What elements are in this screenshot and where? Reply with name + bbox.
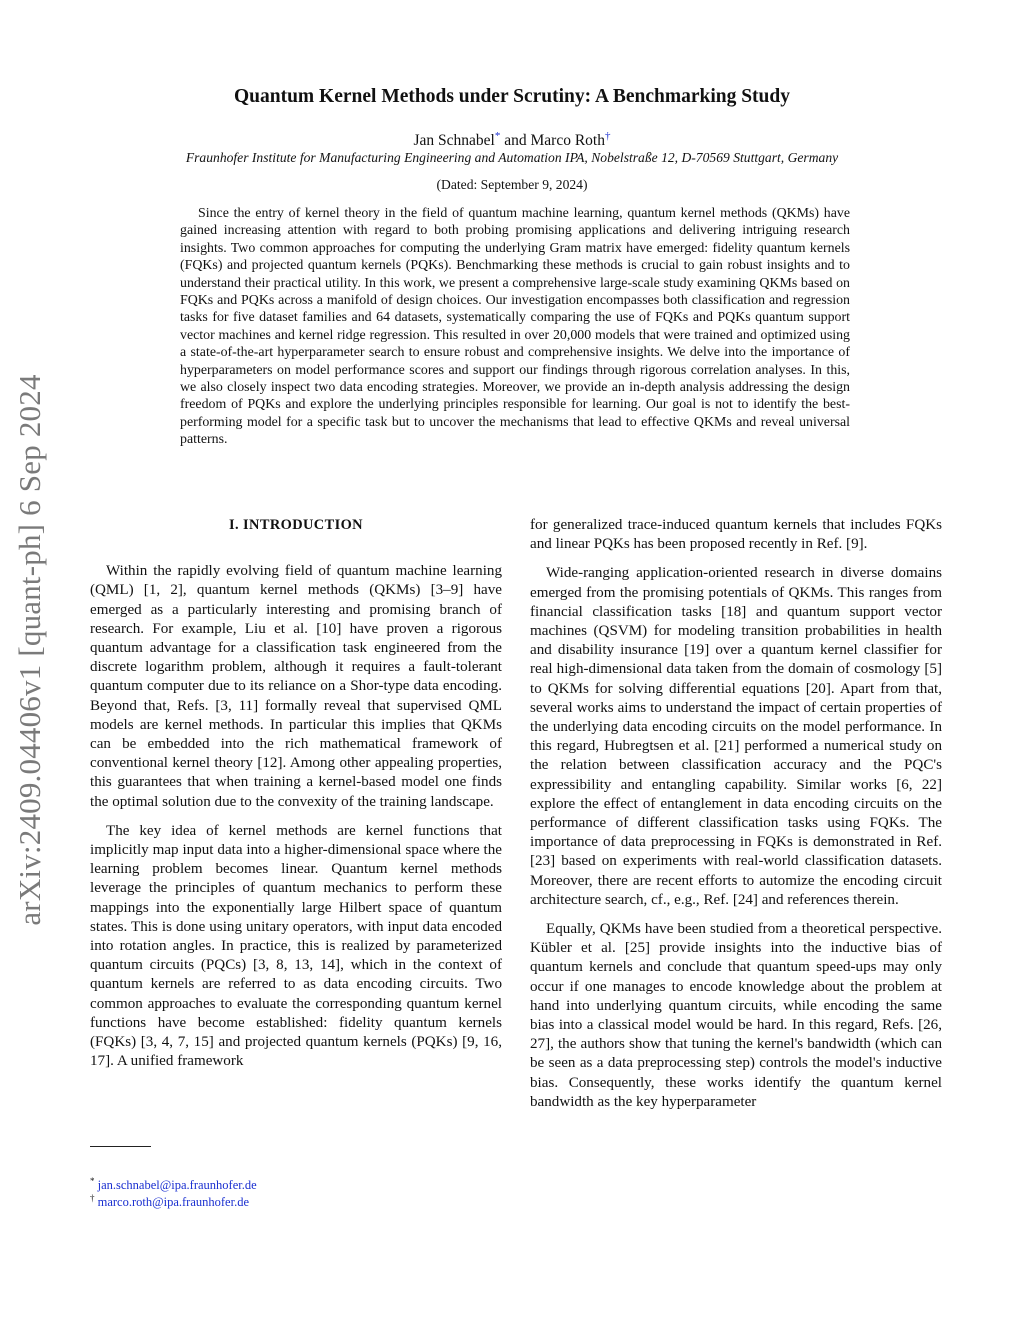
footnote-rule: [90, 1146, 151, 1147]
author-1: Jan Schnabel: [413, 132, 495, 150]
author-2-footnote-mark[interactable]: †: [604, 130, 611, 142]
right-column: [530, 516, 942, 1122]
author-separator: and: [500, 132, 531, 150]
intro-paragraph-2: The key idea of kernel methods are kernel functions that implicitly map input data into a higher-dimensional space where the learning problem becomes linear. Quantum kernel methods leverage the principles of quantum mechanics to perform these mappings into the exponentially large Hilbert space of quantum states. This is done using unitary operators, with input data encoded into rotation angles. In practice, this is realized by parameterized quantum circuits (PQCs) [3, 8, 13, 14], which in the context of quantum kernels are referred to as data encoding circuits. Two common approaches to evaluate the corresponding quantum kernel functions have become established: fidelity quantum kernels (FQKs) [3, 4, 7, 15] and projected quantum kernels (PQKs) [9, 16, 17]. A unified framework: [90, 822, 502, 1070]
abstract: Since the entry of kernel theory in the field of quantum machine learning, quantum kernel methods (QKMs) have gained increasing attention with regard to both probing promising applications and delivering intriguing research insights. Two common approaches for computing the underlying Gram matrix have emerged: fidelity quantum kernels (FQKs) and projected quantum kernels (PQKs). Benchmarking these methods is crucial to gain robust insights and to understand their practical utility. In this work, we present a comprehensive large-scale study examining QKMs based on FQKs and PQKs across a manifold of design choices. Our investigation encompasses both classification and regression tasks for five dataset families and 64 datasets, systematically comparing the use of FQKs and PQKs quantum support vector machines and kernel ridge regression. This resulted in over 20,000 models that were trained and optimized using a state-of-the-art hyperparameter search to ensure robust and comprehensive insights. We delve into the importance of hyperparameters on model performance scores and support our findings through rigorous correlation analyses. In this, we also closely inspect two data encoding strategies. Moreover, we provide an in-depth analysis addressing the design freedom of PQKs and explore the underlying principles responsible for learning. Our goal is not to identify the best-performing model for a specific task but to uncover the mechanisms that lead to effective QKMs and reveal universal patterns.: [180, 206, 850, 448]
affiliation: Fraunhofer Institute for Manufacturing Engineering and Automation IPA, Nobelstraße 12, D-70569 Stuttgart, Germany: [185, 150, 839, 165]
section-heading: I. INTRODUCTION: [229, 517, 363, 533]
footnote-2: [90, 1193, 249, 1210]
author-line: [0, 130, 1024, 150]
right-paragraph-1: for generalized trace-induced quantum kernels that includes FQKs and linear PQKs has been proposed recently in Ref. [9].: [530, 517, 942, 553]
right-paragraph-2: Wide-ranging application-oriented research in diverse domains emerged from the promising potentials of QKMs. This ranges from financial classification tasks [18] and quantum support vector machines (QSVM) for modeling transition probabilities in health and disability insurance [19] over a quantum kernel classifier for real high-dimensional data taken from the domain of cosmology [5] to QKMs for solving differential equations [20]. Apart from that, several works aims to understand the impact of certain properties of the underlying data encoding circuits on the model performance. In this regard, Hubregtsen et al. [21] performed a numerical study on the relation between classification accuracy and the PQC's expressibility and entangling capability. Similar works [6, 22] explore the effect of entanglement in data encoding circuits on the performance of different classification tasks using FQKs. The importance of data preprocessing in FQKs is demonstrated in Ref. [23] based on experiments with real-world classification datasets. Moreover, there are recent efforts to automize the encoding circuit architecture search, cf., e.g., Ref. [24] and references therein.: [530, 565, 942, 908]
arxiv-sidebar: [0, 350, 60, 950]
footnote-1-mark: *: [90, 1176, 95, 1186]
date-line: (Dated: September 9, 2024): [436, 177, 588, 192]
left-column: [90, 516, 502, 1081]
intro-paragraph-1: Within the rapidly evolving field of quantum machine learning (QML) [1, 2], quantum kernel methods (QKMs) [3–9] have emerged as a particularly interesting and promising branch of research. For example, Liu et al. [10] have proven a rigorous quantum advantage for a classification task engineered from the discrete logarithm problem, although it requires a fault-tolerant quantum computer due to its reliance on a Shor-type data encoding. Beyond that, Refs. [3, 11] formally reveal that supervised QML models are kernel methods. In particular this implies that QKMs can be embedded into the rich mathematical framework of conventional kernel theory [12]. Among other appealing properties, this guarantees that when training a kernel-based model one finds the optimal solution due to the convexity of the training landscape.: [90, 563, 502, 810]
email-link-2[interactable]: marco.roth@ipa.fraunhofer.de: [97, 1195, 250, 1210]
paper-title: Quantum Kernel Methods under Scrutiny: A Benchmarking Study: [233, 86, 790, 107]
footnote-1: [90, 1176, 257, 1193]
author-2: Marco Roth: [530, 132, 605, 150]
email-link-1[interactable]: jan.schnabel@ipa.fraunhofer.de: [97, 1178, 257, 1193]
arxiv-identifier: arXiv:2409.04406v1 [quant-ph] 6 Sep 2024: [12, 374, 47, 926]
author-1-footnote-mark[interactable]: *: [494, 130, 501, 142]
footnote-2-mark: †: [90, 1193, 95, 1203]
right-paragraph-3: Equally, QKMs have been studied from a theoretical perspective. Kübler et al. [25] provide insights into the inductive bias of quantum kernels and conclude that quantum speed-ups may only occur if one manages to encode knowledge about the problem at hand into underlying quantum circuits, while encoding the same bias into a classical model would be hard. In this regard, Refs. [26, 27], the authors show that tuning the kernel's bandwidth (which can be seen as a data preprocessing step) controls the model's inductive bias. Consequently, these works identify the quantum kernel bandwidth as the key hyperparameter: [530, 921, 942, 1110]
